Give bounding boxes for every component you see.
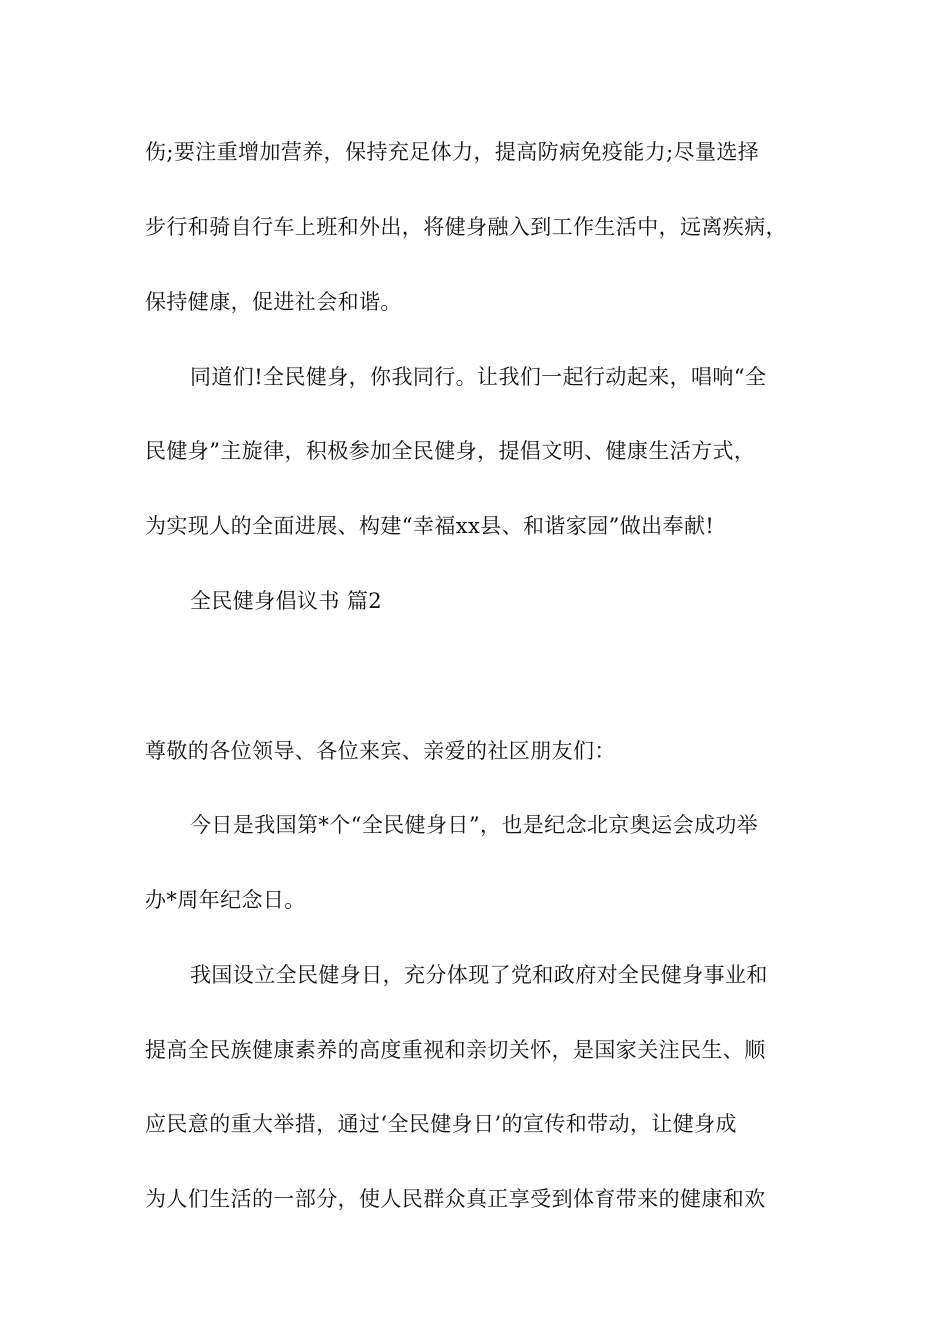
text-line: 为实现人的全面进展、构建“幸福xx县、和谐家园”做出奉献! bbox=[145, 514, 715, 538]
section-heading: 全民健身倡议书 篇2 bbox=[190, 589, 383, 613]
text-line: 保持健康，促进社会和谐。 bbox=[145, 290, 402, 314]
text-line: 为人们生活的一部分，使人民群众真正享受到体育带来的健康和欢 bbox=[145, 1187, 766, 1211]
text-line: 民健身”主旋律，积极参加全民健身，提倡文明、健康生活方式， bbox=[145, 439, 756, 463]
text-line: 今日是我国第*个“全民健身日”，也是纪念北京奥运会成功举 bbox=[190, 813, 759, 837]
text-line: 提高全民族健康素养的高度重视和亲切关怀，是国家关注民生、顺 bbox=[145, 1038, 766, 1062]
salutation: 尊敬的各位领导、各位来宾、亲爱的社区朋友们： bbox=[145, 739, 616, 763]
text-line: 办*周年纪念日。 bbox=[145, 888, 306, 912]
text-line: 同道们!全民健身，你我同行。让我们一起行动起来，唱响“全 bbox=[190, 365, 767, 389]
text-line: 步行和骑自行车上班和外出，将健身融入到工作生活中，远离疾病， bbox=[145, 215, 787, 239]
text-line: 我国设立全民健身日，充分体现了党和政府对全民健身事业和 bbox=[190, 963, 768, 987]
text-line: 伤;要注重增加营养，保持充足体力，提高防病免疫能力;尽量选择 bbox=[145, 140, 760, 164]
text-line: 应民意的重大举措，通过‘全民健身日’的宣传和带动，让健身成 bbox=[145, 1112, 737, 1136]
